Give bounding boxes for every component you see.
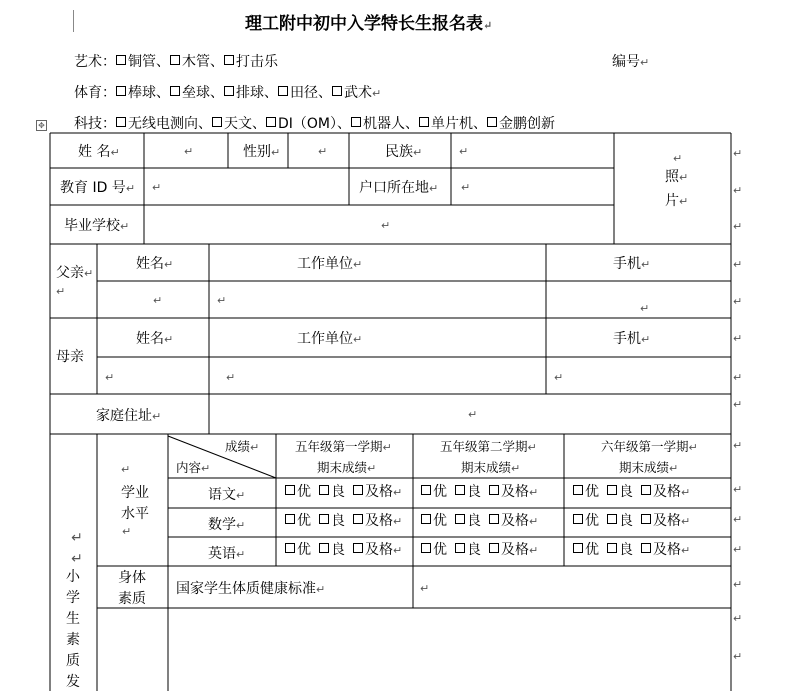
grade-option-label: 优 (585, 513, 599, 529)
end-of-row-mark: ↵ (733, 513, 743, 526)
grade-option-label: 良 (467, 542, 481, 558)
grade-option-label: 及格 (365, 542, 393, 558)
primary-quality-char: 质 (66, 653, 80, 669)
grade-options (573, 481, 690, 501)
grade-checkbox[interactable] (319, 514, 329, 524)
father-phone-header: 手机↵ (613, 256, 651, 272)
grade-option-label: 及格 (501, 513, 529, 529)
grade-checkbox[interactable] (489, 543, 499, 553)
grade-checkbox[interactable] (489, 514, 499, 524)
subject-english: 英语↵ (208, 546, 246, 562)
grade-checkbox[interactable] (641, 514, 651, 524)
grade-checkbox[interactable] (607, 543, 617, 553)
edu-id-label: 教育 ID 号↵ (60, 180, 136, 196)
grade-checkbox[interactable] (573, 543, 583, 553)
grade-checkbox[interactable] (319, 485, 329, 495)
diag-header-content: 内容↵ (176, 460, 211, 475)
mother-phone-field[interactable]: ↵ (554, 371, 564, 384)
grade-option-label: 优 (433, 484, 447, 500)
end-of-row-mark: ↵ (733, 332, 743, 345)
academic-mark: ↵ (121, 463, 131, 476)
grade-option-label: 及格 (365, 484, 393, 500)
grade-checkbox[interactable] (573, 485, 583, 495)
mother-work-field[interactable]: ↵ (226, 371, 236, 384)
grade-options (421, 481, 538, 501)
physical-standard-field[interactable]: ↵ (420, 582, 430, 595)
paragraph-mark: ↵ (681, 515, 691, 528)
mother-label: 母亲 (56, 349, 84, 365)
grad-school-field[interactable]: ↵ (381, 219, 391, 232)
grade-option-label: 优 (433, 513, 447, 529)
art-option: 木管、 (182, 54, 224, 70)
grade-option-label: 优 (297, 484, 311, 500)
grade-checkbox[interactable] (607, 485, 617, 495)
subject-chinese: 语文↵ (208, 487, 246, 503)
primary-quality-label (65, 567, 81, 693)
photo-label-2: 片↵ (665, 193, 689, 209)
form-title: 理工附中初中入学特长生报名表↵ (245, 14, 493, 34)
physical-label: 身体 (118, 570, 146, 586)
term-header-1-sub: 期末成绩↵ (317, 460, 377, 475)
grade-option-label: 良 (619, 484, 633, 500)
photo-mark: ↵ (673, 152, 683, 165)
grade-options (285, 481, 402, 501)
term-header-2-sub: 期末成绩↵ (461, 460, 521, 475)
photo-label: 照↵ (665, 169, 689, 185)
sport-option: 垒球、 (182, 85, 224, 101)
grade-options (573, 510, 690, 530)
sport-label: 体育： (74, 85, 116, 101)
term-header-1: 五年级第一学期↵ (295, 439, 392, 454)
end-of-row-mark: ↵ (733, 650, 743, 663)
grade-checkbox[interactable] (319, 543, 329, 553)
father-name-field[interactable]: ↵ (153, 294, 163, 307)
end-of-row-mark: ↵ (733, 371, 743, 384)
hukou-field[interactable]: ↵ (461, 181, 471, 194)
grade-checkbox[interactable] (353, 485, 363, 495)
grade-checkbox[interactable] (641, 543, 651, 553)
paragraph-mark: ↵ (529, 544, 539, 557)
grade-option-label: 良 (467, 513, 481, 529)
grade-option-label: 及格 (365, 513, 393, 529)
grade-option-label: 优 (585, 484, 599, 500)
edu-id-field[interactable]: ↵ (152, 181, 162, 194)
primary-quality-char: 生 (66, 611, 80, 627)
grade-checkbox[interactable] (285, 543, 295, 553)
sport-option: 田径、 (290, 85, 332, 101)
end-of-row-mark: ↵ (733, 295, 743, 308)
paragraph-mark: ↵ (681, 544, 691, 557)
end-of-row-mark: ↵ (733, 220, 743, 233)
grade-checkbox[interactable] (285, 485, 295, 495)
father-label: 父亲↵ (56, 265, 94, 281)
father-mark: ↵ (56, 285, 66, 298)
grade-options (285, 539, 402, 559)
grade-option-label: 良 (619, 542, 633, 558)
tech-label: 科技： (74, 116, 116, 132)
ethnicity-label: 民族↵ (385, 144, 423, 160)
tech-option: 天文、 (224, 116, 266, 132)
ethnicity-field[interactable]: ↵ (459, 145, 469, 158)
art-option: 打击乐 (236, 54, 278, 70)
grade-options (421, 539, 538, 559)
number-label: 编号↵ (612, 54, 650, 70)
grade-checkbox[interactable] (353, 514, 363, 524)
primary-quality-char: 发 (66, 674, 80, 690)
paragraph-mark: ↵ (681, 486, 691, 499)
hukou-label: 户口所在地↵ (359, 180, 439, 196)
grade-option-label: 优 (585, 542, 599, 558)
paragraph-mark: ↵ (393, 515, 403, 528)
primary-quality-char: 素 (66, 632, 80, 648)
name-field[interactable]: ↵ (184, 145, 194, 158)
grade-checkbox[interactable] (607, 514, 617, 524)
table-move-handle-icon[interactable]: ✥ (36, 120, 47, 131)
primary-quality-char: 学 (66, 590, 80, 606)
sport-option: 武术 (344, 85, 372, 101)
end-of-row-mark: ↵ (733, 184, 743, 197)
tech-option: 金鹏创新 (499, 116, 556, 132)
grade-option-label: 良 (331, 484, 345, 500)
end-of-row-mark: ↵ (733, 612, 743, 625)
grade-checkbox[interactable] (489, 485, 499, 495)
academic-label: 学业 (121, 485, 149, 501)
end-of-row-mark: ↵ (733, 147, 743, 160)
term-header-3-sub: 期末成绩↵ (619, 460, 679, 475)
end-of-row-mark: ↵ (733, 543, 743, 556)
grad-school-label: 毕业学校↵ (64, 218, 130, 234)
physical-standard-label: 国家学生体质健康标准↵ (176, 581, 326, 597)
grade-option-label: 优 (297, 542, 311, 558)
academic-label-2: 水平 (121, 506, 149, 522)
gender-field[interactable]: ↵ (318, 145, 328, 158)
gender-label: 性别↵ (243, 144, 281, 160)
academic-mark-2: ↵ (122, 525, 132, 538)
mother-name-header: 姓名↵ (136, 331, 174, 347)
grade-checkbox[interactable] (285, 514, 295, 524)
tech-option: 机器人、 (363, 116, 420, 132)
diag-header-score: 成绩↵ (225, 439, 260, 454)
subject-math: 数学↵ (208, 517, 246, 533)
grade-option-label: 及格 (653, 542, 681, 558)
mother-phone-header: 手机↵ (613, 331, 651, 347)
father-phone-field[interactable]: ↵ (640, 302, 650, 315)
sport-option: 排球、 (236, 85, 278, 101)
grade-checkbox[interactable] (421, 543, 431, 553)
end-of-row-mark: ↵ (733, 578, 743, 591)
grade-checkbox[interactable] (455, 485, 465, 495)
mother-work-header: 工作单位↵ (297, 331, 363, 347)
sport-option: 棒球、 (128, 85, 170, 101)
grade-checkbox[interactable] (353, 543, 363, 553)
father-name-header: 姓名↵ (136, 256, 174, 272)
grade-options (573, 539, 690, 559)
grade-checkbox[interactable] (641, 485, 651, 495)
paragraph-mark: ↵ (529, 486, 539, 499)
grade-option-label: 良 (619, 513, 633, 529)
father-work-field[interactable]: ↵ (217, 294, 227, 307)
art-label: 艺术： (74, 54, 116, 70)
grade-option-label: 及格 (653, 484, 681, 500)
paragraph-mark: ↵ (529, 515, 539, 528)
grade-option-label: 及格 (501, 542, 529, 558)
grade-options (421, 510, 538, 530)
grade-option-label: 优 (297, 513, 311, 529)
end-of-row-mark: ↵ (733, 439, 743, 452)
physical-label-2: 素质 (118, 591, 146, 607)
paragraph-mark: ↵ (393, 486, 403, 499)
art-option: 铜管、 (128, 54, 170, 70)
paragraph-mark: ↵ (372, 87, 382, 100)
primary-quality-char: 小 (66, 569, 80, 585)
tech-option: 单片机、 (431, 116, 488, 132)
grade-option-label: 优 (433, 542, 447, 558)
grade-checkbox[interactable] (455, 543, 465, 553)
end-of-row-mark: ↵ (733, 398, 743, 411)
name-label: 姓 名↵ (78, 144, 120, 160)
address-field[interactable]: ↵ (468, 408, 478, 421)
grade-option-label: 及格 (501, 484, 529, 500)
grade-option-label: 良 (467, 484, 481, 500)
term-header-2: 五年级第二学期↵ (440, 439, 537, 454)
term-header-3: 六年级第一学期↵ (601, 439, 698, 454)
paragraph-mark: ↵ (393, 544, 403, 557)
section-mark: ↵ ↵ (71, 530, 83, 567)
address-label: 家庭住址↵ (96, 408, 162, 424)
father-work-header: 工作单位↵ (297, 256, 363, 272)
grade-option-label: 良 (331, 513, 345, 529)
grade-checkbox[interactable] (421, 514, 431, 524)
end-of-row-mark: ↵ (733, 258, 743, 271)
tech-option: 无线电测向、 (128, 116, 212, 132)
grade-checkbox[interactable] (573, 514, 583, 524)
grade-checkbox[interactable] (455, 514, 465, 524)
grade-option-label: 及格 (653, 513, 681, 529)
grade-checkbox[interactable] (421, 485, 431, 495)
mother-name-field[interactable]: ↵ (105, 371, 115, 384)
grade-options (285, 510, 402, 530)
tech-option: DI（OM）、 (278, 116, 352, 132)
grade-option-label: 良 (331, 542, 345, 558)
end-of-row-mark: ↵ (733, 483, 743, 496)
